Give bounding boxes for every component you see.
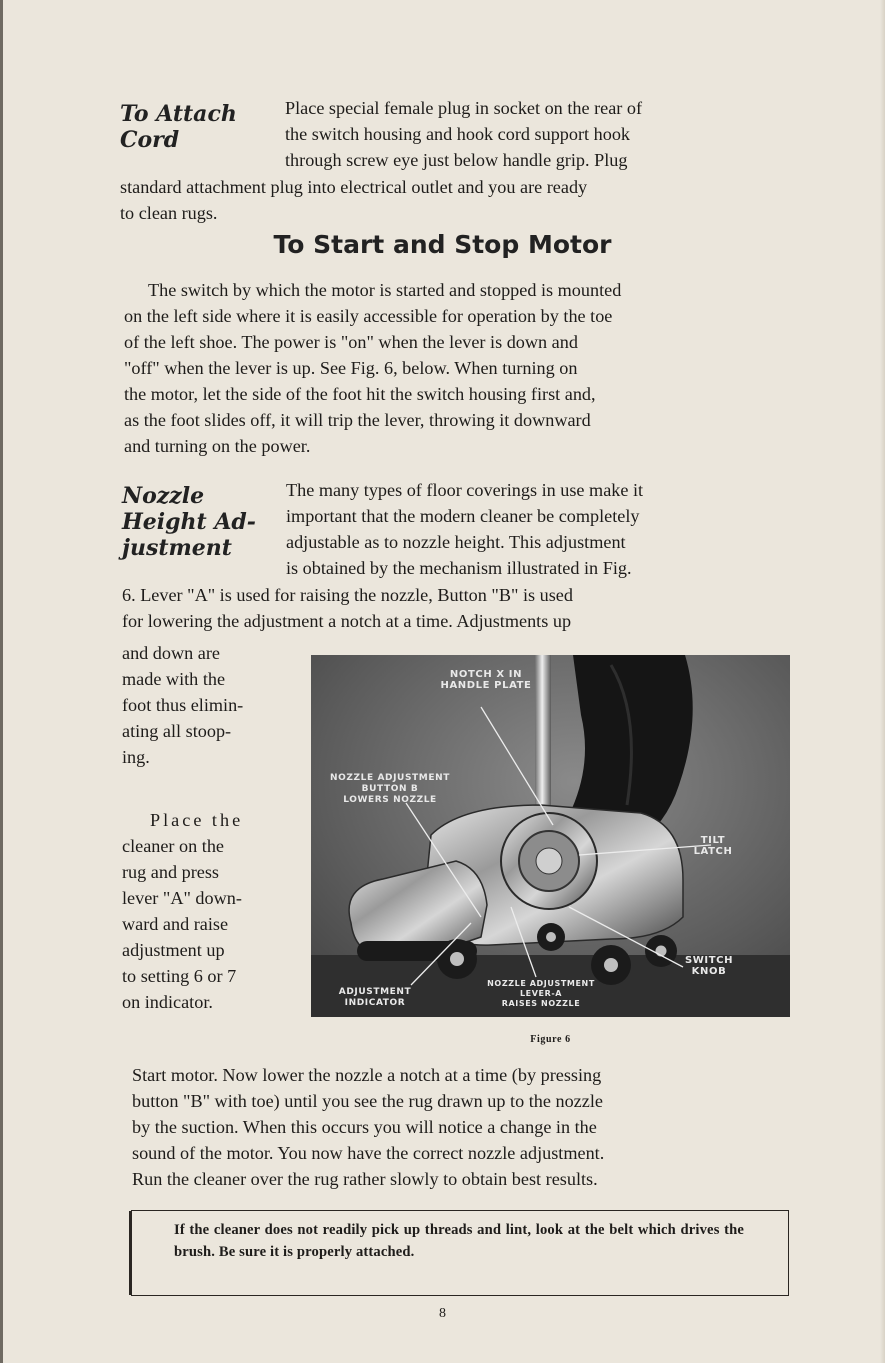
page-right-edge (880, 0, 885, 1363)
start-stop-line2: on the left side where it is easily accessible for operation by the toe (124, 306, 613, 326)
after-line4: sound of the motor. You now have the correct nozzle adjustment. (132, 1143, 605, 1163)
nozzle-line7: and down are (122, 643, 220, 663)
nozzle-heading-line2: Height Ad- (122, 509, 256, 535)
place-line5: ward and raise (122, 914, 229, 934)
nozzle-line2: important that the modern cleaner be completely (286, 506, 640, 526)
page-binding-edge (0, 0, 3, 1363)
attach-cord-line4: standard attachment plug into electrical outlet and you are ready (120, 177, 588, 197)
figure-6-photo (311, 655, 790, 1017)
nozzle-line9: foot thus elimin- (122, 695, 244, 715)
callout-switch-knob: SWITCH KNOB (684, 955, 734, 977)
after-line5: Run the cleaner over the rug rather slowly to obtain best results. (132, 1169, 598, 1189)
start-stop-line7: and turning on the power. (124, 436, 311, 456)
attach-cord-heading-line2: Cord (120, 127, 180, 153)
place-line2: cleaner on the (122, 836, 224, 856)
place-line1: Place the (150, 810, 244, 830)
nozzle-line3: adjustable as to nozzle height. This adjustment (286, 532, 626, 552)
attach-cord-line2: the switch housing and hook cord support hook (285, 124, 631, 144)
start-stop-line6: as the foot slides off, it will trip the lever, throwing it downward (124, 410, 591, 430)
start-stop-line1: The switch by which the motor is started and stopped is mounted (148, 280, 622, 300)
callout-notch-x: NOTCH X IN HANDLE PLATE (440, 669, 532, 691)
start-stop-line4: "off" when the lever is up. See Fig. 6, below. When turning on (124, 358, 578, 378)
callout-tilt-latch: TILT LATCH (693, 835, 733, 857)
figure-caption: Figure 6 (530, 1034, 571, 1045)
belt-tip-text: If the cleaner does not readily pick up threads and lint, look at the belt which drives the brush. Be sure it is properly attached. (174, 1222, 744, 1260)
attach-cord-line5: to clean rugs. (120, 203, 218, 223)
page-number: 8 (439, 1306, 446, 1321)
callout-lever-a: NOZZLE ADJUSTMENT LEVER-A RAISES NOZZLE (487, 979, 595, 1008)
place-line8: on indicator. (122, 992, 213, 1012)
attach-cord-heading-line1: To Attach (120, 101, 237, 127)
nozzle-line1: The many types of floor coverings in use make it (286, 480, 644, 500)
callout-adjustment-indicator: ADJUSTMENT INDICATOR (338, 987, 412, 1008)
nozzle-heading-line1: Nozzle (122, 483, 205, 509)
place-line6: adjustment up (122, 940, 225, 960)
nozzle-line10: ating all stoop- (122, 721, 232, 741)
start-stop-title: To Start and Stop Motor (273, 230, 612, 259)
nozzle-line4: is obtained by the mechanism illustrated in Fig. (286, 558, 632, 578)
after-line1: Start motor. Now lower the nozzle a notch at a time (by pressing (132, 1065, 602, 1085)
nozzle-heading-line3: justment (122, 535, 232, 561)
place-line3: rug and press (122, 862, 219, 882)
place-line4: lever "A" down- (122, 888, 242, 908)
nozzle-line11: ing. (122, 747, 150, 767)
attach-cord-line3: through screw eye just below handle grip. Plug (285, 150, 628, 170)
place-line7: to setting 6 or 7 (122, 966, 237, 986)
nozzle-line5: 6. Lever "A" is used for raising the nozzle, Button "B" is used (122, 585, 573, 605)
belt-tip-box (131, 1210, 789, 1296)
attach-cord-line1: Place special female plug in socket on the rear of (285, 98, 643, 118)
start-stop-line5: the motor, let the side of the foot hit the switch housing first and, (124, 384, 596, 404)
after-line2: button "B" with toe) until you see the rug drawn up to the nozzle (132, 1091, 603, 1111)
start-stop-line3: of the left shoe. The power is "on" when the lever is down and (124, 332, 578, 352)
nozzle-line8: made with the (122, 669, 226, 689)
nozzle-line6: for lowering the adjustment a notch at a time. Adjustments up (122, 611, 572, 631)
after-line3: by the suction. When this occurs you will notice a change in the (132, 1117, 597, 1137)
callout-button-b: NOZZLE ADJUSTMENT BUTTON B LOWERS NOZZLE (330, 773, 450, 805)
